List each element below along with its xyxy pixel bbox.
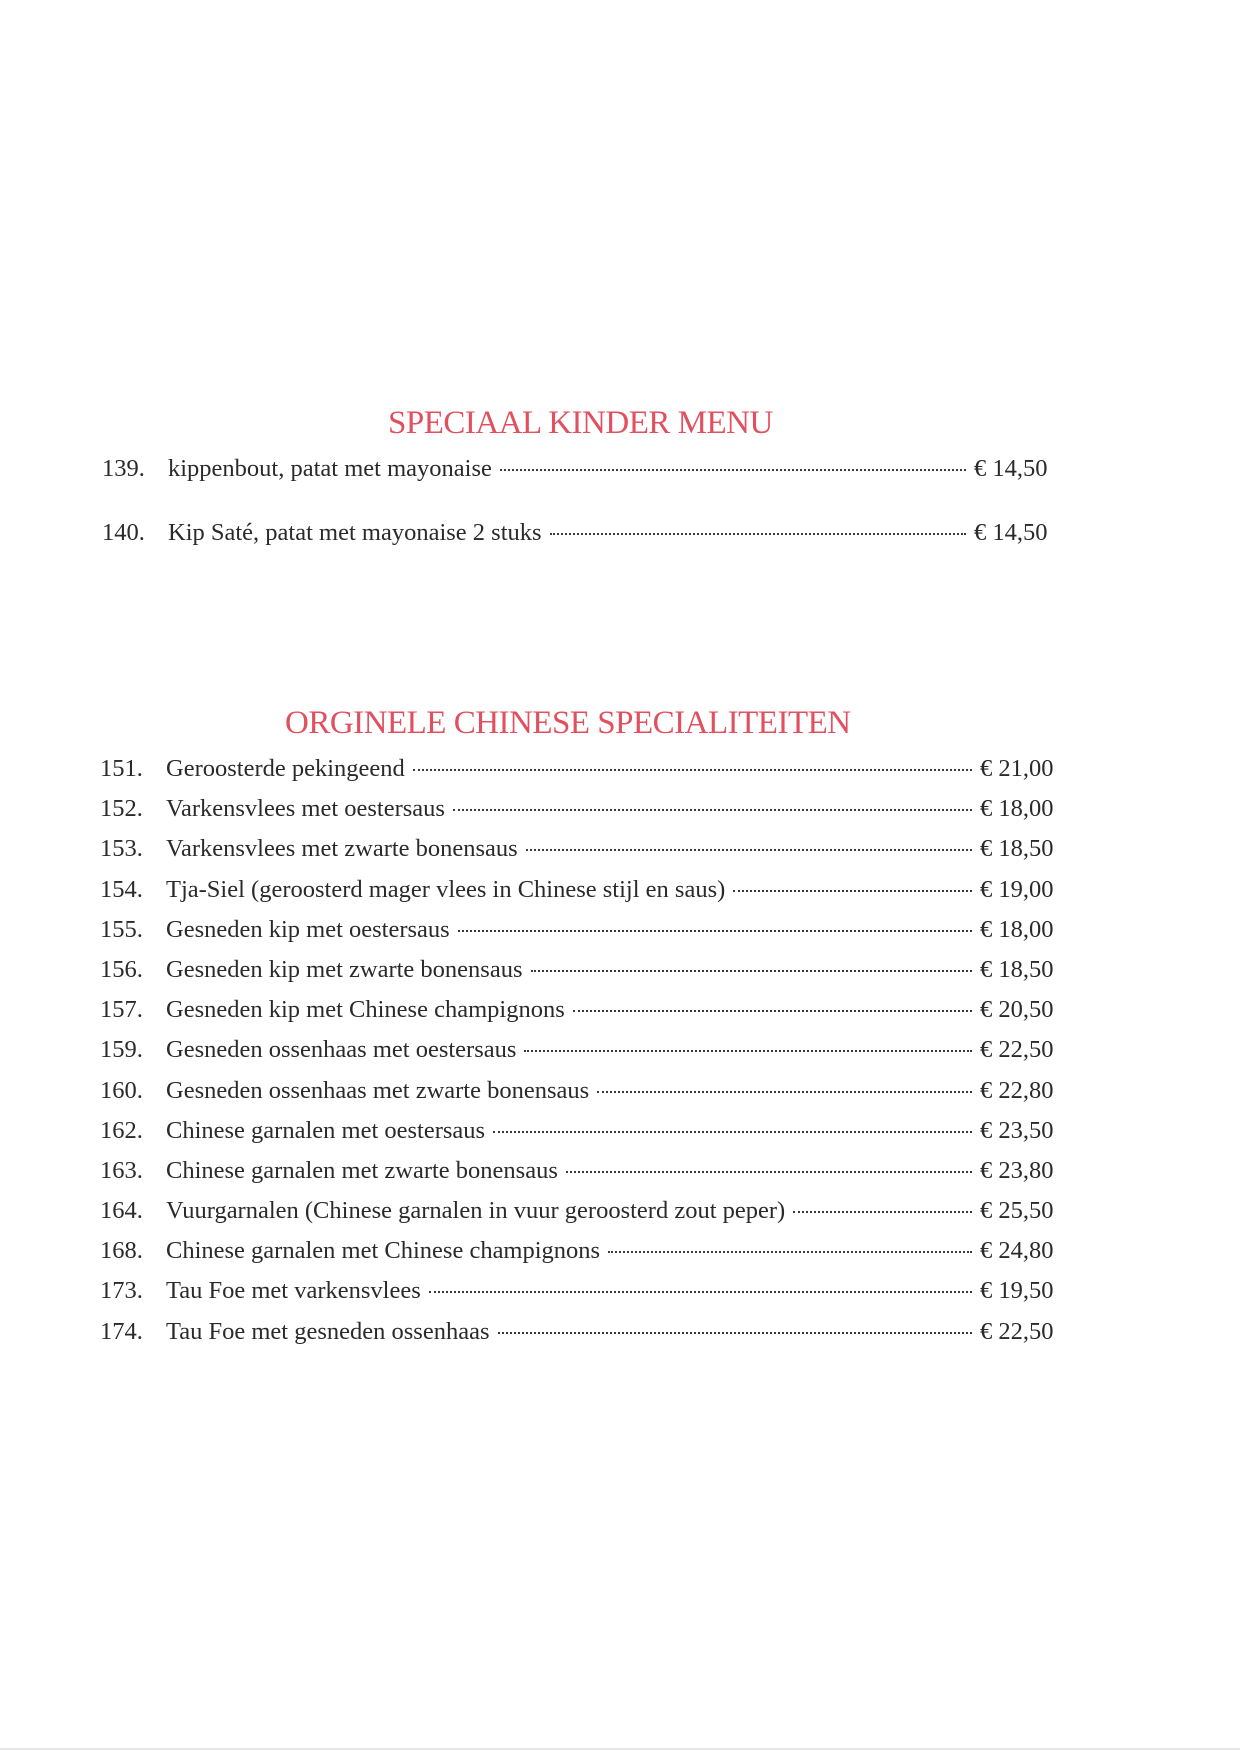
item-price: € 25,50 [980, 1197, 1054, 1225]
item-price: € 19,50 [980, 1277, 1054, 1305]
item-number: 140. [102, 519, 145, 546]
item-price: € 18,50 [980, 955, 1054, 983]
menu-item [100, 996, 1076, 1036]
menu-item [100, 876, 1076, 916]
chinese-specialties-list [100, 755, 1076, 1358]
dot-leader [498, 1332, 972, 1334]
item-number: 174. [100, 1317, 143, 1345]
scan-edge-rule [0, 1748, 1240, 1750]
item-price: € 18,00 [980, 795, 1054, 823]
menu-item [100, 1036, 1076, 1076]
item-number: 152. [100, 795, 143, 823]
menu-item [102, 519, 1062, 583]
dot-leader [793, 1211, 972, 1213]
item-price: € 18,00 [980, 915, 1054, 943]
menu-item [100, 755, 1076, 795]
item-price: € 20,50 [980, 996, 1054, 1024]
item-name: Gesneden ossenhaas met zwarte bonensaus [166, 1076, 590, 1104]
item-price: € 23,80 [980, 1156, 1054, 1184]
item-name: Tau Foe met gesneden ossenhaas [166, 1317, 490, 1345]
item-price: € 24,80 [980, 1237, 1054, 1265]
dot-leader [524, 1050, 972, 1052]
dot-leader [413, 769, 972, 771]
menu-item [100, 1197, 1076, 1237]
item-name: Gesneden kip met oestersaus [166, 915, 450, 943]
item-number: 153. [100, 835, 143, 863]
menu-item [100, 956, 1076, 996]
item-name: Varkensvlees met zwarte bonensaus [166, 835, 518, 863]
item-name: Geroosterde pekingeend [166, 755, 405, 782]
item-number: 164. [100, 1197, 143, 1225]
menu-item [100, 1318, 1076, 1358]
item-name: Gesneden kip met Chinese champignons [166, 996, 565, 1024]
item-price: € 14,50 [974, 455, 1048, 482]
item-price: € 22,50 [980, 1317, 1054, 1345]
menu-item [100, 1117, 1076, 1157]
item-name: Chinese garnalen met Chinese champignons [166, 1237, 601, 1265]
item-number: 162. [100, 1116, 143, 1144]
dot-leader [597, 1091, 972, 1093]
item-price: € 22,80 [980, 1076, 1054, 1104]
dot-leader [608, 1251, 972, 1253]
menu-item [100, 795, 1076, 835]
item-number: 163. [100, 1156, 143, 1184]
item-name: Tja-Siel (geroosterd mager vlees in Chinese stijl en saus) [166, 875, 726, 903]
item-number: 155. [100, 915, 143, 943]
item-price: € 23,50 [980, 1116, 1054, 1144]
kids-menu-title: SPECIAAL KINDER MENU [388, 405, 773, 441]
menu-item [100, 1077, 1076, 1117]
dot-leader [453, 809, 972, 811]
menu-item [102, 455, 1062, 519]
dot-leader [458, 930, 972, 932]
item-name: Gesneden ossenhaas met oestersaus [166, 1036, 517, 1064]
item-number: 168. [100, 1237, 143, 1265]
dot-leader [733, 890, 972, 892]
item-price: € 14,50 [974, 519, 1048, 546]
dot-leader [429, 1291, 972, 1293]
item-name: Gesneden kip met zwarte bonensaus [166, 955, 523, 983]
item-number: 159. [100, 1036, 143, 1064]
item-name: Varkensvlees met oestersaus [166, 795, 445, 823]
item-price: € 22,50 [980, 1036, 1054, 1064]
item-price: € 19,00 [980, 875, 1054, 903]
dot-leader [526, 849, 972, 851]
chinese-specialties-title: ORGINELE CHINESE SPECIALITEITEN [285, 705, 851, 741]
item-number: 157. [100, 996, 143, 1024]
item-price: € 21,00 [980, 755, 1054, 782]
item-name: Vuurgarnalen (Chinese garnalen in vuur geroosterd zout peper) [166, 1197, 786, 1225]
kids-menu-list [102, 455, 1062, 583]
dot-leader [493, 1131, 972, 1133]
item-name: kippenbout, patat met mayonaise [168, 455, 492, 482]
menu-item [100, 1277, 1076, 1317]
item-number: 156. [100, 955, 143, 983]
dot-leader [500, 469, 966, 471]
item-name: Kip Saté, patat met mayonaise 2 stuks [168, 519, 542, 546]
item-number: 160. [100, 1076, 143, 1104]
item-number: 139. [102, 455, 145, 482]
menu-item [100, 1157, 1076, 1197]
dot-leader [566, 1171, 972, 1173]
item-name: Chinese garnalen met zwarte bonensaus [166, 1156, 558, 1184]
item-price: € 18,50 [980, 835, 1054, 863]
menu-item [100, 1237, 1076, 1277]
item-name: Chinese garnalen met oestersaus [166, 1116, 486, 1144]
dot-leader [531, 970, 973, 972]
item-name: Tau Foe met varkensvlees [166, 1277, 421, 1305]
item-number: 151. [100, 755, 143, 782]
menu-item [100, 835, 1076, 875]
item-number: 154. [100, 875, 143, 903]
item-number: 173. [100, 1277, 143, 1305]
menu-item [100, 916, 1076, 956]
dot-leader [550, 533, 966, 535]
dot-leader [573, 1010, 972, 1012]
